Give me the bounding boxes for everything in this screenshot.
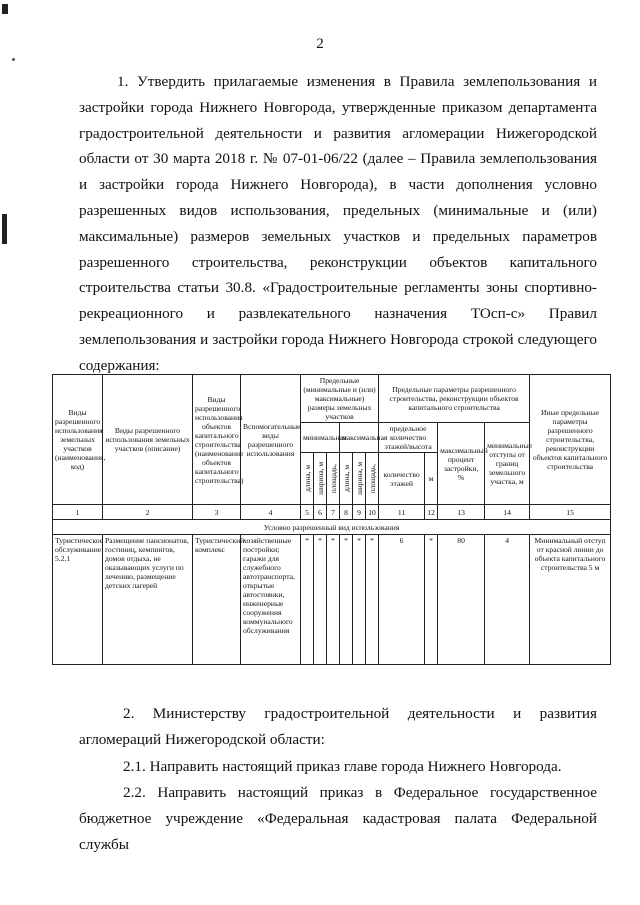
column-number: 3 <box>193 505 241 520</box>
column-number: 13 <box>438 505 485 520</box>
scan-mark-top <box>2 4 8 14</box>
header-height-m: м <box>425 453 438 505</box>
cell-min-width: * <box>314 535 327 665</box>
header-max-area: площадь, <box>368 463 377 494</box>
header-max-length: длина, м <box>342 464 351 492</box>
header-other-params: Иные предельные параметры разрешенного строительства, реконструкции объектов капитального строительства <box>530 375 611 505</box>
header-max-width: ширина, м <box>355 462 364 495</box>
page-number: 2 <box>316 36 324 52</box>
column-numbers-row <box>53 505 611 520</box>
paragraph-4: 2.2. Направить настоящий приказ в Федеральное государственное бюджетное учреждение «Федеральная кадастровая палата Федеральной службы <box>79 784 597 853</box>
column-number: 11 <box>379 505 425 520</box>
header-max-percent: максимальный процент застройки, % <box>438 423 485 505</box>
header-min-width: ширина, м <box>316 462 325 495</box>
paragraph-3: 2.1. Направить настоящий приказ главе города Нижнего Новгорода. <box>123 758 562 775</box>
header-min-area: площадь, <box>329 463 338 494</box>
header-permitted-use-code: Виды разрешенного использования земельных участков (наименования, код) <box>53 375 103 505</box>
cell-floors: 6 <box>379 535 425 665</box>
header-auxiliary-uses: Вспомогательные виды разрешенного использования <box>241 375 301 505</box>
header-min-length: длина, м <box>303 464 312 492</box>
cell-height: * <box>425 535 438 665</box>
cell-setbacks: 4 <box>485 535 530 665</box>
header-maximum: максимальная <box>340 423 379 453</box>
column-number: 6 <box>314 505 327 520</box>
cell-auxiliary-uses: хозяйственные постройки; гаражи для служебного автотранспорта, открытые автостоянки, инженерные сооружения коммунального обслуживания <box>241 535 301 665</box>
column-number: 15 <box>530 505 611 520</box>
column-number: 9 <box>353 505 366 520</box>
header-floors-height: предельное количество этажей/высота <box>379 423 438 453</box>
cell-max-length: * <box>340 535 353 665</box>
column-number: 7 <box>327 505 340 520</box>
header-floors-count: количество этажей <box>379 453 425 505</box>
header-capital-objects: Виды разрешенного использования объектов капитального строительства (наименование объектов капитального строительства) <box>193 375 241 505</box>
header-setbacks: минимальные отступы от границ земельного участка, м <box>485 423 530 505</box>
header-construction-params: Предельные параметры разрешенного строительства, реконструкции объектов капитального строительства <box>379 375 530 423</box>
cell-use-code: Туристическое обслуживание 5.2.1 <box>53 535 103 665</box>
header-minimum: минимальная <box>301 423 340 453</box>
column-number: 14 <box>485 505 530 520</box>
paragraph-1: 1. Утвердить прилагаемые изменения в Правила землепользования и застройки города Нижнего Новгорода, утвержденные приказом департамента градостроительной деятельности и развития агломерации Нижегородской области от 30 марта 2018 г. № 07-01-06/22 (далее – Правила землепользования и застройки города Нижнего Новгорода), в части дополнения условно разрешенных видов использования, предельных (минимальные и (или) максимальные) размеров земельных участков и предельных параметров разрешенного строительства, реконструкции объектов капитального строительства статьи 30.8. «Градостроительные регламенты зоны спортивно-рекреационного и развлекательного назначения ТОсп-с» Правил землепользования и застройки города Нижнего Новгорода строкой следующего содержания: <box>79 73 597 374</box>
header-permitted-use-description: Виды разрешенного использования земельных участков (описание) <box>103 375 193 505</box>
regulations-table <box>52 374 611 665</box>
cell-max-area: * <box>366 535 379 665</box>
column-number: 5 <box>301 505 314 520</box>
cell-capital-object: Туристический комплекс <box>193 535 241 665</box>
table-row <box>53 535 611 665</box>
column-number: 10 <box>366 505 379 520</box>
cell-min-length: * <box>301 535 314 665</box>
column-number: 2 <box>103 505 193 520</box>
paragraph-2: 2. Министерству градостроительной деятельности и развития агломераций Нижегородской области: <box>79 705 597 748</box>
scan-mark-side <box>2 214 7 244</box>
cell-max-width: * <box>353 535 366 665</box>
cell-min-area: * <box>327 535 340 665</box>
column-number: 4 <box>241 505 301 520</box>
cell-other-params: Минимальный отступ от красной линии до объекта капитального строительства 5 м <box>530 535 611 665</box>
cell-use-description: Размещение пансионатов, гостиниц, кемпингов, домов отдыха, не оказывающих услуги по лечению, размещение детских лагерей <box>103 535 193 665</box>
section-title: Условно разрешенный вид использования <box>53 520 611 535</box>
scan-dot <box>12 58 15 61</box>
column-number: 8 <box>340 505 353 520</box>
header-plot-sizes: Предельные (минимальные и (или) максимальные) размеры земельных участков <box>301 375 379 423</box>
cell-max-percent: 80 <box>438 535 485 665</box>
column-number: 1 <box>53 505 103 520</box>
column-number: 12 <box>425 505 438 520</box>
